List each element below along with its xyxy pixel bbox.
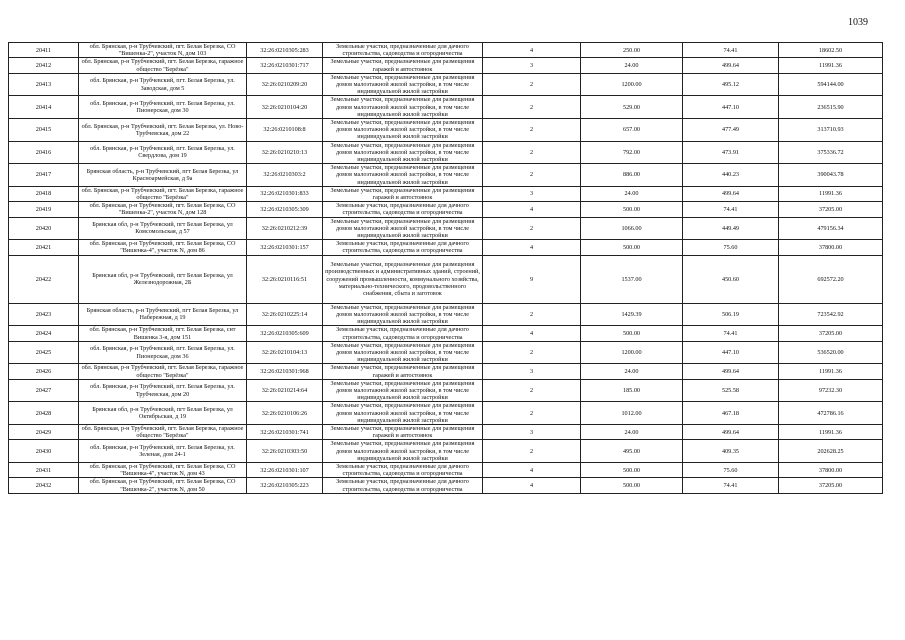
- cadastral-number-cell: 32:26:0210305:309: [247, 202, 323, 217]
- cadastral-number-cell: 32:26:0210301:157: [247, 240, 323, 255]
- row-number-cell: 20432: [9, 478, 79, 493]
- table-row: [9, 440, 883, 463]
- address-cell: обл. Брянская, р-н Трубчевский, пгт. Белая Березка, СО "Вишенка-4", участок N, дом 86: [79, 240, 247, 255]
- address-cell: обл. Брянская, р-н Трубчевский, пгт. Белая Березка, СО "Вишенка-2", участок N, дом 128: [79, 202, 247, 217]
- area-cell: 1012.00: [581, 402, 683, 425]
- row-number-cell: 20420: [9, 217, 79, 240]
- address-cell: Брянская обл, р-н Трубчевский, пгт Белая Березка, ул Комсомольская, д 57: [79, 217, 247, 240]
- row-number-cell: 20415: [9, 119, 79, 142]
- address-cell: обл. Брянская, р-н Трубчевский, пгт. Белая Березка, гаражное общество "Берёзка": [79, 424, 247, 439]
- table-row: [9, 119, 883, 142]
- cadastral-value-cell: 18602.50: [779, 43, 883, 58]
- row-number-cell: 20422: [9, 255, 79, 303]
- table-row: [9, 255, 883, 303]
- land-use-cell: Земельные участки, предназначенные для дачного строительства, садоводства и огородничества: [323, 240, 483, 255]
- land-use-cell: Земельные участки, предназначенные для размещения домов малоэтажной жилой застройки, в том числе индивидуальной жилой застройки: [323, 440, 483, 463]
- table-row: [9, 164, 883, 187]
- cadastral-value-cell: 390043.78: [779, 164, 883, 187]
- use-group-cell: 2: [483, 440, 581, 463]
- cadastral-number-cell: 32:26:0210108:8: [247, 119, 323, 142]
- table-row: [9, 402, 883, 425]
- table-row: [9, 424, 883, 439]
- land-use-cell: Земельные участки, предназначенные для размещения производственных и административных зданий, строений, сооружений промышленности, коммунального хозяйства, материально-технического, продовольственного снабжения, сбыта и заготовок: [323, 255, 483, 303]
- row-number-cell: 20418: [9, 186, 79, 201]
- area-cell: 500.00: [581, 240, 683, 255]
- specific-value-cell: 74.41: [683, 43, 779, 58]
- specific-value-cell: 499.64: [683, 58, 779, 73]
- specific-value-cell: 477.49: [683, 119, 779, 142]
- land-use-cell: Земельные участки, предназначенные для размещения гаражей и автостоянок: [323, 424, 483, 439]
- area-cell: 657.00: [581, 119, 683, 142]
- use-group-cell: 2: [483, 164, 581, 187]
- area-cell: 500.00: [581, 478, 683, 493]
- cadastral-number-cell: 32:26:0210214:64: [247, 379, 323, 402]
- row-number-cell: 20412: [9, 58, 79, 73]
- area-cell: 1200.00: [581, 341, 683, 364]
- cadastral-value-cell: 202628.25: [779, 440, 883, 463]
- area-cell: 500.00: [581, 462, 683, 477]
- area-cell: 24.00: [581, 424, 683, 439]
- specific-value-cell: 75.60: [683, 462, 779, 477]
- cadastral-value-cell: 11991.36: [779, 58, 883, 73]
- table-row: [9, 341, 883, 364]
- cadastral-number-cell: 32:26:0210104:13: [247, 341, 323, 364]
- area-cell: 792.00: [581, 141, 683, 164]
- row-number-cell: 20427: [9, 379, 79, 402]
- cadastral-value-cell: 594144.00: [779, 73, 883, 96]
- land-use-cell: Земельные участки, предназначенные для дачного строительства, садоводства и огородничества: [323, 462, 483, 477]
- address-cell: обл. Брянская, р-н Трубчевский, пгт. Белая Березка, СО "Вишенка-4", участок N, дом 43: [79, 462, 247, 477]
- use-group-cell: 4: [483, 478, 581, 493]
- address-cell: обл. Брянская, р-н Трубчевский, пгт. Белая Березка, ул. Заводская, дом 5: [79, 73, 247, 96]
- page-number: 1039: [848, 17, 868, 28]
- land-use-cell: Земельные участки, предназначенные для размещения гаражей и автостоянок: [323, 186, 483, 201]
- use-group-cell: 2: [483, 73, 581, 96]
- row-number-cell: 20430: [9, 440, 79, 463]
- use-group-cell: 2: [483, 402, 581, 425]
- specific-value-cell: 525.58: [683, 379, 779, 402]
- specific-value-cell: 447.10: [683, 341, 779, 364]
- cadastral-number-cell: 32:26:0210225:14: [247, 303, 323, 326]
- address-cell: Брянская обл, р-н Трубчевский, пгт Белая Березка, ул Октябрьская, д 19: [79, 402, 247, 425]
- land-use-cell: Земельные участки, предназначенные для размещения гаражей и автостоянок: [323, 58, 483, 73]
- specific-value-cell: 74.41: [683, 478, 779, 493]
- cadastral-number-cell: 32:26:0210301:741: [247, 424, 323, 439]
- address-cell: Брянская область, р-н Трубчевский, пгт Белая Березка, ул Набережная, д 19: [79, 303, 247, 326]
- use-group-cell: 2: [483, 96, 581, 119]
- row-number-cell: 20417: [9, 164, 79, 187]
- cadastral-value-cell: 37800.00: [779, 462, 883, 477]
- address-cell: обл. Брянская, р-н Трубчевский, пгт. Белая Березка, СО "Вишенка-2", участок N, дом 50: [79, 478, 247, 493]
- address-cell: обл. Брянская, р-н Трубчевский, пгт. Белая Березка, ул. Ново-Трубчевская, дом 22: [79, 119, 247, 142]
- use-group-cell: 2: [483, 141, 581, 164]
- specific-value-cell: 450.60: [683, 255, 779, 303]
- cadastral-value-cell: 236515.90: [779, 96, 883, 119]
- land-use-cell: Земельные участки, предназначенные для дачного строительства, садоводства и огородничества: [323, 43, 483, 58]
- address-cell: обл. Брянская, р-н Трубчевский, пгт. Белая Березка, ул. Зеленая, дом 24-1: [79, 440, 247, 463]
- cadastral-number-cell: 32:26:0210212:39: [247, 217, 323, 240]
- address-cell: обл. Брянская, р-н Трубчевский, пгт. Белая Березка, СО "Вишенка-2", участок N, дом 103: [79, 43, 247, 58]
- cadastral-number-cell: 32:26:0210209:20: [247, 73, 323, 96]
- land-use-cell: Земельные участки, предназначенные для размещения домов малоэтажной жилой застройки, в том числе индивидуальной жилой застройки: [323, 402, 483, 425]
- cadastral-value-cell: 11991.36: [779, 424, 883, 439]
- address-cell: обл. Брянская, р-н Трубчевский, пгт. Белая Березка, ул. Свердлова, дом 19: [79, 141, 247, 164]
- cadastral-number-cell: 32:26:0210210:13: [247, 141, 323, 164]
- cadastral-number-cell: 32:26:0210303:2: [247, 164, 323, 187]
- specific-value-cell: 74.41: [683, 202, 779, 217]
- land-use-cell: Земельные участки, предназначенные для дачного строительства, садоводства и огородничества: [323, 202, 483, 217]
- address-cell: обл. Брянская, р-н Трубчевский, пгт. Белая Березка, снт Вишенка 3-я, дом 151: [79, 326, 247, 341]
- row-number-cell: 20416: [9, 141, 79, 164]
- land-registry-table: [8, 42, 883, 494]
- cadastral-value-cell: 472786.16: [779, 402, 883, 425]
- cadastral-number-cell: 32:26:0210301:717: [247, 58, 323, 73]
- table-row: [9, 240, 883, 255]
- land-use-cell: Земельные участки, предназначенные для размещения домов малоэтажной жилой застройки, в том числе индивидуальной жилой застройки: [323, 303, 483, 326]
- area-cell: 529.00: [581, 96, 683, 119]
- use-group-cell: 3: [483, 186, 581, 201]
- table-row: [9, 141, 883, 164]
- row-number-cell: 20428: [9, 402, 79, 425]
- address-cell: обл. Брянская, р-н Трубчевский, пгт. Белая Березка, гаражное общество "Берёзка": [79, 186, 247, 201]
- row-number-cell: 20425: [9, 341, 79, 364]
- use-group-cell: 9: [483, 255, 581, 303]
- address-cell: Брянская область, р-н Трубчевский, пгт Белая Березка, ул Красноармейская, д 9а: [79, 164, 247, 187]
- specific-value-cell: 495.12: [683, 73, 779, 96]
- use-group-cell: 4: [483, 202, 581, 217]
- table-row: [9, 73, 883, 96]
- land-use-cell: Земельные участки, предназначенные для размещения домов малоэтажной жилой застройки, в том числе индивидуальной жилой застройки: [323, 96, 483, 119]
- area-cell: 24.00: [581, 186, 683, 201]
- specific-value-cell: 449.49: [683, 217, 779, 240]
- cadastral-value-cell: 11991.36: [779, 364, 883, 379]
- area-cell: 500.00: [581, 326, 683, 341]
- table-row: [9, 379, 883, 402]
- table-row: [9, 202, 883, 217]
- area-cell: 1537.00: [581, 255, 683, 303]
- cadastral-number-cell: 32:26:0210116:51: [247, 255, 323, 303]
- cadastral-number-cell: 32:26:0210303:50: [247, 440, 323, 463]
- cadastral-value-cell: 37800.00: [779, 240, 883, 255]
- use-group-cell: 3: [483, 424, 581, 439]
- area-cell: 185.00: [581, 379, 683, 402]
- table-row: [9, 217, 883, 240]
- table-row: [9, 186, 883, 201]
- row-number-cell: 20431: [9, 462, 79, 477]
- cadastral-value-cell: 37205.00: [779, 478, 883, 493]
- table-row: [9, 364, 883, 379]
- row-number-cell: 20419: [9, 202, 79, 217]
- address-cell: обл. Брянская, р-н Трубчевский, пгт. Белая Березка, ул. Пионерская, дом 30: [79, 96, 247, 119]
- cadastral-value-cell: 37205.00: [779, 326, 883, 341]
- land-use-cell: Земельные участки, предназначенные для дачного строительства, садоводства и огородничества: [323, 478, 483, 493]
- row-number-cell: 20421: [9, 240, 79, 255]
- land-use-cell: Земельные участки, предназначенные для размещения домов малоэтажной жилой застройки, в том числе индивидуальной жилой застройки: [323, 164, 483, 187]
- area-cell: 1066.00: [581, 217, 683, 240]
- specific-value-cell: 506.19: [683, 303, 779, 326]
- cadastral-number-cell: 32:26:0210301:107: [247, 462, 323, 477]
- specific-value-cell: 499.64: [683, 186, 779, 201]
- specific-value-cell: 467.18: [683, 402, 779, 425]
- cadastral-value-cell: 536520.00: [779, 341, 883, 364]
- area-cell: 886.00: [581, 164, 683, 187]
- land-use-cell: Земельные участки, предназначенные для размещения домов малоэтажной жилой застройки, в том числе индивидуальной жилой застройки: [323, 217, 483, 240]
- land-use-cell: Земельные участки, предназначенные для размещения гаражей и автостоянок: [323, 364, 483, 379]
- area-cell: 24.00: [581, 58, 683, 73]
- area-cell: 1200.00: [581, 73, 683, 96]
- table-row: [9, 478, 883, 493]
- use-group-cell: 2: [483, 119, 581, 142]
- cadastral-value-cell: 723542.92: [779, 303, 883, 326]
- cadastral-number-cell: 32:26:0210305:283: [247, 43, 323, 58]
- specific-value-cell: 75.60: [683, 240, 779, 255]
- specific-value-cell: 499.64: [683, 364, 779, 379]
- use-group-cell: 4: [483, 240, 581, 255]
- land-use-cell: Земельные участки, предназначенные для размещения домов малоэтажной жилой застройки, в том числе индивидуальной жилой застройки: [323, 73, 483, 96]
- area-cell: 495.00: [581, 440, 683, 463]
- use-group-cell: 2: [483, 379, 581, 402]
- row-number-cell: 20429: [9, 424, 79, 439]
- cadastral-value-cell: 479156.34: [779, 217, 883, 240]
- use-group-cell: 2: [483, 303, 581, 326]
- address-cell: обл. Брянская, р-н Трубчевский, пгт. Белая Березка, ул. Трубчевская, дом 20: [79, 379, 247, 402]
- table-row: [9, 96, 883, 119]
- land-use-cell: Земельные участки, предназначенные для дачного строительства, садоводства и огородничества: [323, 326, 483, 341]
- use-group-cell: 4: [483, 462, 581, 477]
- specific-value-cell: 409.35: [683, 440, 779, 463]
- cadastral-number-cell: 32:26:0210104:20: [247, 96, 323, 119]
- cadastral-number-cell: 32:26:0210305:223: [247, 478, 323, 493]
- cadastral-value-cell: 37205.00: [779, 202, 883, 217]
- use-group-cell: 2: [483, 217, 581, 240]
- use-group-cell: 2: [483, 341, 581, 364]
- table-row: [9, 58, 883, 73]
- table-row: [9, 43, 883, 58]
- area-cell: 24.00: [581, 364, 683, 379]
- cadastral-number-cell: 32:26:0210106:26: [247, 402, 323, 425]
- cadastral-value-cell: 375336.72: [779, 141, 883, 164]
- land-use-cell: Земельные участки, предназначенные для размещения домов малоэтажной жилой застройки, в том числе индивидуальной жилой застройки: [323, 341, 483, 364]
- land-use-cell: Земельные участки, предназначенные для размещения домов малоэтажной жилой застройки, в том числе индивидуальной жилой застройки: [323, 119, 483, 142]
- row-number-cell: 20424: [9, 326, 79, 341]
- table-row: [9, 462, 883, 477]
- use-group-cell: 4: [483, 43, 581, 58]
- address-cell: обл. Брянская, р-н Трубчевский, пгт. Белая Березка, гаражное общество "Берёзка": [79, 58, 247, 73]
- specific-value-cell: 74.41: [683, 326, 779, 341]
- cadastral-number-cell: 32:26:0210301:833: [247, 186, 323, 201]
- row-number-cell: 20414: [9, 96, 79, 119]
- row-number-cell: 20411: [9, 43, 79, 58]
- address-cell: обл. Брянская, р-н Трубчевский, пгт. Белая Березка, гаражное общество "Берёзка": [79, 364, 247, 379]
- table-row: [9, 326, 883, 341]
- row-number-cell: 20413: [9, 73, 79, 96]
- land-use-cell: Земельные участки, предназначенные для размещения домов малоэтажной жилой застройки, в том числе индивидуальной жилой застройки: [323, 141, 483, 164]
- cadastral-value-cell: 313710.93: [779, 119, 883, 142]
- cadastral-number-cell: 32:26:0210301:968: [247, 364, 323, 379]
- table-row: [9, 303, 883, 326]
- row-number-cell: 20426: [9, 364, 79, 379]
- cadastral-number-cell: 32:26:0210305:609: [247, 326, 323, 341]
- cadastral-value-cell: 97232.30: [779, 379, 883, 402]
- row-number-cell: 20423: [9, 303, 79, 326]
- specific-value-cell: 473.91: [683, 141, 779, 164]
- cadastral-value-cell: 692572.20: [779, 255, 883, 303]
- land-use-cell: Земельные участки, предназначенные для размещения домов малоэтажной жилой застройки, в том числе индивидуальной жилой застройки: [323, 379, 483, 402]
- address-cell: Брянская обл, р-н Трубчевский, пгт Белая Березка, ул Железнодорожная, 2Б: [79, 255, 247, 303]
- use-group-cell: 3: [483, 58, 581, 73]
- use-group-cell: 4: [483, 326, 581, 341]
- cadastral-value-cell: 11991.36: [779, 186, 883, 201]
- address-cell: обл. Брянская, р-н Трубчевский, пгт. Белая Березка, ул. Пионерская, дом 36: [79, 341, 247, 364]
- area-cell: 500.00: [581, 202, 683, 217]
- area-cell: 1429.39: [581, 303, 683, 326]
- use-group-cell: 3: [483, 364, 581, 379]
- area-cell: 250.00: [581, 43, 683, 58]
- specific-value-cell: 499.64: [683, 424, 779, 439]
- specific-value-cell: 447.10: [683, 96, 779, 119]
- specific-value-cell: 440.23: [683, 164, 779, 187]
